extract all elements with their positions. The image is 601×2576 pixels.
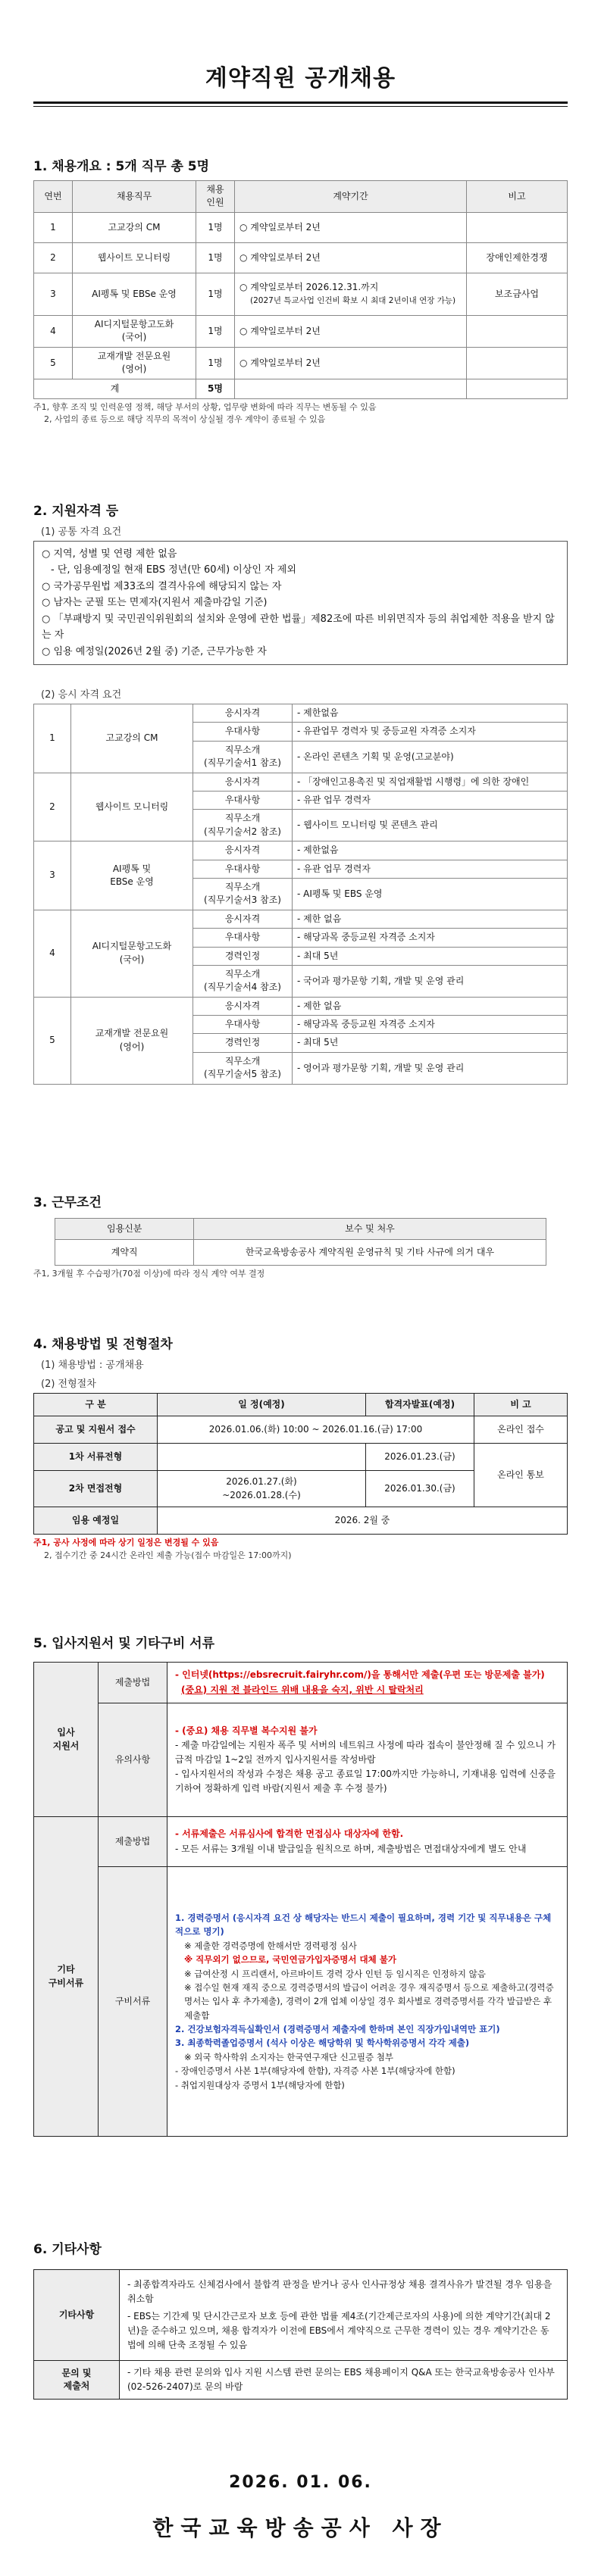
- table-row: [34, 910, 568, 928]
- cell: 한국교육방송공사 계약직원 운영규칙 및 기타 사규에 의거 대우: [194, 1240, 546, 1266]
- cell: 1명: [196, 273, 235, 315]
- cell: 3: [34, 273, 73, 315]
- group-label: 기타 구비서류: [34, 1817, 99, 2137]
- cell: 2026.01.27.(화) ~2026.01.28.(수): [158, 1471, 366, 1507]
- cell: [167, 1867, 568, 2137]
- doc-item: ※ 접수일 현재 재직 중으로 경력증명서의 발급이 어려운 경우 재직증명서 등으로 제출하고(경력증명서는 입사 후 추가제출), 경력이 2개 업체 이상일 경우 회사별로 경력증명서를 각각 발급받은 후 제출함: [184, 1981, 554, 2021]
- cell: [467, 315, 568, 347]
- period-text: ○ 계약일로부터 2년: [239, 252, 321, 263]
- requirement-label: 직무소개 (직무기술서4 참조): [193, 965, 293, 997]
- row-label: 제출방법: [99, 1663, 167, 1703]
- cell: 1명: [196, 242, 235, 273]
- requirement-item: ○ 지역, 성별 및 연령 제한 없음: [42, 546, 559, 562]
- caution-line: - (중요) 채용 직무별 복수지원 불가: [175, 1725, 318, 1736]
- footnote-line: 2, 접수기간 중 24시간 온라인 제출 가능(접수 마감일은 17:00까지): [44, 1550, 292, 1560]
- doc-item: - 취업지원대상자 증명서 1부(해당자에 한함): [175, 2079, 345, 2090]
- requirement-label: 직무소개 (직무기술서3 참조): [193, 878, 293, 910]
- col-header: 합격자발표(예정): [366, 1394, 474, 1416]
- cell: [167, 1703, 568, 1817]
- col-header: 구 분: [34, 1394, 158, 1416]
- document-footer: [0, 2473, 601, 2542]
- requirement-value: - 해당과목 중등교원 자격증 소지자: [293, 929, 568, 947]
- cell: 온라인 통보: [474, 1444, 568, 1507]
- table-row: [34, 1416, 568, 1444]
- table-row: [55, 1240, 546, 1266]
- doc-item: ※ 직무외기 없으므로, 국민연금가입자증명서 대체 불가: [184, 1954, 396, 1966]
- cell: 5: [34, 347, 73, 379]
- section-misc: [33, 2238, 568, 2400]
- table-row: [34, 841, 568, 860]
- cell: 계약직: [55, 1240, 194, 1266]
- cell: 2026.01.23.(금): [366, 1444, 474, 1471]
- requirement-item: ○ 임용 예정일(2026년 2월 중) 기준, 근무가능한 자: [42, 644, 559, 660]
- section-conditions: [33, 1191, 568, 1281]
- cell: [235, 315, 467, 347]
- table-row: [34, 2270, 568, 2361]
- cell: 1명: [196, 347, 235, 379]
- section-overview: [33, 155, 568, 426]
- doc-item: 2. 건강보험자격득실확인서 (경력증명서 제출자에 한하며 본인 직장가입내역만 표기): [175, 2024, 500, 2035]
- footnote-line: 주1, 향후 조직 및 인력운영 정책, 해당 부서의 상황, 업무량 변화에 따라 직무는 변동될 수 있음: [33, 401, 377, 412]
- col-header: 보수 및 처우: [194, 1219, 546, 1240]
- page-title: 계약직원 공개채용: [205, 65, 396, 92]
- group-label: 입사 지원서: [34, 1663, 99, 1817]
- cell: 2차 면접전형: [34, 1471, 158, 1507]
- requirement-label: 응시자격: [193, 704, 293, 723]
- cell: [235, 242, 467, 273]
- row-number: 3: [34, 841, 71, 910]
- row-label: 문의 및 제출처: [34, 2361, 120, 2400]
- cell: 공고 및 지원서 접수: [34, 1416, 158, 1444]
- row-label: 구비서류: [99, 1867, 167, 2137]
- submit-warning: (중요) 지원 전 블라인드 위배 내용을 숙지, 위반 시 탈락처리: [181, 1684, 424, 1695]
- subheading: (2) 전형절차: [41, 1379, 96, 1390]
- cell: [467, 212, 568, 242]
- issue-date: 2026. 01. 06.: [229, 2473, 372, 2492]
- requirement-value: - 영어과 평가문항 기획, 개발 및 운영 관리: [293, 1052, 568, 1084]
- table-row: [34, 704, 568, 723]
- title-rule-thin: [33, 106, 568, 107]
- requirement-label: 응시자격: [193, 773, 293, 791]
- table-row: [34, 273, 568, 315]
- common-requirements-box: [33, 541, 568, 665]
- table-row: [34, 1507, 568, 1535]
- col-header: 채용 인원: [196, 181, 235, 213]
- table-row: [34, 1703, 568, 1817]
- cell: 2026.01.30.(금): [366, 1471, 474, 1507]
- total-row: [34, 379, 568, 398]
- doc-item: ※ 급여산정 시 프리랜서, 아르바이트 경력 강사 인턴 등 임시직은 인정하지 않음: [184, 1968, 486, 1979]
- table-row: [34, 1817, 568, 1867]
- job-name: AI디지털문항고도화 (국어): [71, 910, 193, 997]
- doc-item: ※ 외국 학사학위 소지자는 한국연구재단 신고필증 첨부: [184, 2051, 393, 2062]
- section-heading: 4. 채용방법 및 전형절차: [33, 1337, 173, 1352]
- requirement-value: - 제한 없음: [293, 997, 568, 1015]
- requirement-label: 우대사항: [193, 929, 293, 947]
- cell: [120, 2270, 568, 2361]
- footnote-line: 2, 사업의 종료 등으로 해당 직무의 목적이 상실될 경우 계약이 종료될 수 있음: [44, 414, 326, 425]
- caution-line: - 제출 마감일에는 지원자 폭주 및 서버의 네트워크 사정에 따라 접속이 불안정해 질 수 있으니 가급적 마감일 1~2일 전까지 입사지원서를 작성바람: [175, 1739, 556, 1765]
- cell: 1명: [196, 315, 235, 347]
- cell: [235, 212, 467, 242]
- submit-rule: - 모든 서류는 3개월 이내 발급일을 원칙으로 하며, 제출방법은 면접대상자에게 별도 안내: [175, 1843, 527, 1854]
- table-row: [34, 997, 568, 1015]
- subheading: (2) 응시 자격 요건: [41, 689, 122, 701]
- row-label: 기타사항: [34, 2270, 120, 2361]
- requirement-label: 우대사항: [193, 860, 293, 878]
- section-heading: 2. 지원자격 등: [33, 504, 119, 519]
- requirement-label: 응시자격: [193, 910, 293, 928]
- title-area: [33, 0, 568, 107]
- footnote: 주1, 3개월 후 수습평가(70점 이상)에 따라 정식 계약 여부 결정: [33, 1269, 265, 1279]
- table-row: [34, 773, 568, 791]
- section-heading: 6. 기타사항: [33, 2242, 102, 2257]
- requirement-label: 우대사항: [193, 792, 293, 810]
- cell: 4: [34, 315, 73, 347]
- job-name: 웹사이트 모니터링: [71, 773, 193, 841]
- row-number: 1: [34, 704, 71, 773]
- requirement-value: - 유관업무 경력자 및 중등교원 자격증 소지자: [293, 723, 568, 741]
- table-row: [34, 315, 568, 347]
- total-value: 5명: [196, 379, 235, 398]
- section-documents: [33, 1632, 568, 2137]
- cell: [235, 379, 467, 398]
- period-text: ○ 계약일로부터 2026.12.31.까지: [239, 282, 378, 292]
- requirement-value: - AI펭톡 및 EBS 운영: [293, 878, 568, 910]
- requirement-label: 응시자격: [193, 997, 293, 1015]
- requirement-value: - 국어과 평가문항 기획, 개발 및 운영 관리: [293, 965, 568, 997]
- period-text: ○ 계약일로부터 2년: [239, 358, 321, 368]
- cell: [167, 1817, 568, 1867]
- footnote: [33, 401, 568, 426]
- requirement-value: - 「장애인고용촉진 및 직업재활법 시행령」에 의한 장애인: [293, 773, 568, 791]
- table-row: [34, 1444, 568, 1471]
- table-row: [34, 242, 568, 273]
- job-name: AI펭톡 및 EBSe 운영: [71, 841, 193, 910]
- requirement-label: 직무소개 (직무기술서5 참조): [193, 1052, 293, 1084]
- requirement-label: 경력인정: [193, 1034, 293, 1052]
- cell: 임용 예정일: [34, 1507, 158, 1535]
- period-text: ○ 계약일로부터 2년: [239, 222, 321, 233]
- title-rule: [33, 101, 568, 104]
- cell: [235, 273, 467, 315]
- cell: [235, 347, 467, 379]
- job-name: 고교강의 CM: [71, 704, 193, 773]
- cell: 2026.01.06.(화) 10:00 ~ 2026.01.16.(금) 17:00: [158, 1416, 474, 1444]
- cell: 온라인 접수: [474, 1416, 568, 1444]
- requirement-value: - 제한없음: [293, 841, 568, 860]
- row-label: 제출방법: [99, 1817, 167, 1867]
- requirement-subitem: - 단, 임용예정일 현재 EBS 정년(만 60세) 이상인 자 제외: [51, 564, 296, 576]
- requirement-label: 경력인정: [193, 947, 293, 965]
- requirement-value: - 최대 5년: [293, 1034, 568, 1052]
- cell: 장애인제한경쟁: [467, 242, 568, 273]
- footnote: [33, 1537, 568, 1562]
- caution-line: - 입사지원서의 작성과 수정은 채용 공고 종료일 17:00까지만 가능하니, 기재내용 입력에 신중을 기하여 정확하게 입력 바람(지원서 제출 후 수정 불가): [175, 1769, 556, 1794]
- total-label: 계: [34, 379, 196, 398]
- footnote-line: 주1, 공사 사정에 따라 상기 일정은 변경될 수 있음: [33, 1538, 219, 1547]
- requirement-value: - 해당과목 중등교원 자격증 소지자: [293, 1016, 568, 1034]
- section-process: [33, 1333, 568, 1562]
- row-label: 유의사항: [99, 1703, 167, 1817]
- submit-rule: - 인터넷(https://ebsrecruit.fairyhr.com/)을 통해서만 제출(우편 또는 방문제출 불가): [175, 1669, 545, 1681]
- col-header: 비고: [467, 181, 568, 213]
- requirement-value: - 온라인 콘텐츠 기획 및 운영(고교분야): [293, 741, 568, 773]
- schedule-table: [33, 1393, 568, 1535]
- period-text: ○ 계약일로부터 2년: [239, 326, 321, 336]
- contact-line: - 기타 채용 관련 문의와 입사 지원 시스템 관련 문의는 EBS 채용페이지 Q&A 또는 한국교육방송공사 인사부(02-526-2407)로 문의 바람: [120, 2361, 568, 2400]
- requirement-value: - 유관 업무 경력자: [293, 860, 568, 878]
- row-number: 2: [34, 773, 71, 841]
- cell: AI디지털문항고도화 (국어): [73, 315, 196, 347]
- requirement-label: 직무소개 (직무기술서1 참조): [193, 741, 293, 773]
- table-row: [34, 212, 568, 242]
- doc-item: 1. 경력증명서 (응시자격 요건 상 해당자는 반드시 제출이 필요하며, 경력 기간 및 직무내용은 구체적으로 명기): [175, 1912, 552, 1937]
- cell: [467, 347, 568, 379]
- documents-table: [33, 1662, 568, 2137]
- subheading: (1) 공통 자격 요건: [41, 526, 122, 538]
- col-header: 채용직무: [73, 181, 196, 213]
- requirement-value: - 최대 5년: [293, 947, 568, 965]
- submit-rule: - 서류제출은 서류심사에 합격한 면접심사 대상자에 한함.: [175, 1828, 404, 1840]
- job-name: 교재개발 전문요원 (영어): [71, 997, 193, 1084]
- row-number: 5: [34, 997, 71, 1084]
- misc-table: [33, 2269, 568, 2400]
- cell: 고교강의 CM: [73, 212, 196, 242]
- requirement-value: - 제한없음: [293, 704, 568, 723]
- requirement-value: - 제한 없음: [293, 910, 568, 928]
- cell: AI펭톡 및 EBSe 운영: [73, 273, 196, 315]
- section-heading: 1. 채용개요 : 5개 직무 총 5명: [33, 159, 210, 174]
- cell: 2026. 2월 중: [158, 1507, 568, 1535]
- cell: 교재개발 전문요원 (영어): [73, 347, 196, 379]
- misc-line: - EBS는 기간제 및 단시간근로자 보호 등에 관한 법률 제4조(기간제근로자의 사용)에 의한 계약기간(최대 2년)을 준수하고 있으며, 채용 합격자가 이전에 EBS에서 계약직으로 근무한 경력이 있는 경우 계약기간은 동 법에 의해 단축 조정될 수 있음: [127, 2310, 551, 2351]
- cell: 2: [34, 242, 73, 273]
- issuer-name: 한국교육방송공사 사장: [152, 2515, 449, 2540]
- requirement-label: 직무소개 (직무기술서2 참조): [193, 810, 293, 841]
- requirement-item: ○ 남자는 군필 또는 면제자(지원서 제출마감일 기준): [42, 595, 559, 610]
- col-header: 임용신분: [55, 1219, 194, 1240]
- requirement-value: - 웹사이트 모니터링 및 콘텐츠 관리: [293, 810, 568, 841]
- table-row: [34, 1663, 568, 1703]
- section-heading: 5. 입사지원서 및 기타구비 서류: [33, 1636, 215, 1651]
- col-header: 계약기간: [235, 181, 467, 213]
- table-row: [34, 347, 568, 379]
- col-header: 일 정(예정): [158, 1394, 366, 1416]
- subheading: (1) 채용방법 : 공개채용: [41, 1360, 144, 1371]
- conditions-table: [55, 1218, 546, 1266]
- section-qualifications: [33, 500, 568, 1085]
- requirement-item: ○ 「부패방지 및 국민권익위원회의 설치와 운영에 관한 법률」제82조에 따른 비위면직자 등의 취업제한 적용을 받지 않는 자: [42, 611, 559, 644]
- cell: [167, 1663, 568, 1703]
- cell: 1: [34, 212, 73, 242]
- overview-table: [33, 180, 568, 399]
- requirement-label: 우대사항: [193, 1016, 293, 1034]
- requirements-table: [33, 704, 568, 1085]
- requirement-item: ○ 국가공무원법 제33조의 결격사유에 해당되지 않는 자: [42, 579, 559, 595]
- requirement-label: 응시자격: [193, 841, 293, 860]
- section-heading: 3. 근무조건: [33, 1195, 102, 1210]
- row-number: 4: [34, 910, 71, 997]
- table-row: [34, 1867, 568, 2137]
- doc-item: ※ 제출한 경력증명에 한해서만 경력평정 심사: [184, 1940, 357, 1951]
- cell: 웹사이트 모니터링: [73, 242, 196, 273]
- misc-line: - 최종합격자라도 신체검사에서 불합격 판정을 받거나 공사 인사규정상 채용 결격사유가 발견될 경우 임용을 취소함: [127, 2278, 552, 2304]
- doc-item: 3. 최종학력졸업증명서 (석사 이상은 해당학위 및 학사학위증명서 각각 제출): [175, 2037, 470, 2049]
- cell: 보조금사업: [467, 273, 568, 315]
- requirement-value: - 유관 업무 경력자: [293, 792, 568, 810]
- cell: [158, 1444, 366, 1471]
- table-row: [34, 2361, 568, 2400]
- cell: [467, 379, 568, 398]
- period-note: (2027년 특교사업 인건비 확보 시 최대 2년이내 연장 가능): [250, 296, 456, 306]
- cell: 1명: [196, 212, 235, 242]
- col-header: 연번: [34, 181, 73, 213]
- doc-item: - 장애인증명서 사본 1부(해당자에 한함), 자격증 사본 1부(해당자에 한함): [175, 2065, 455, 2077]
- requirement-label: 우대사항: [193, 723, 293, 741]
- col-header: 비 고: [474, 1394, 568, 1416]
- cell: 1차 서류전형: [34, 1444, 158, 1471]
